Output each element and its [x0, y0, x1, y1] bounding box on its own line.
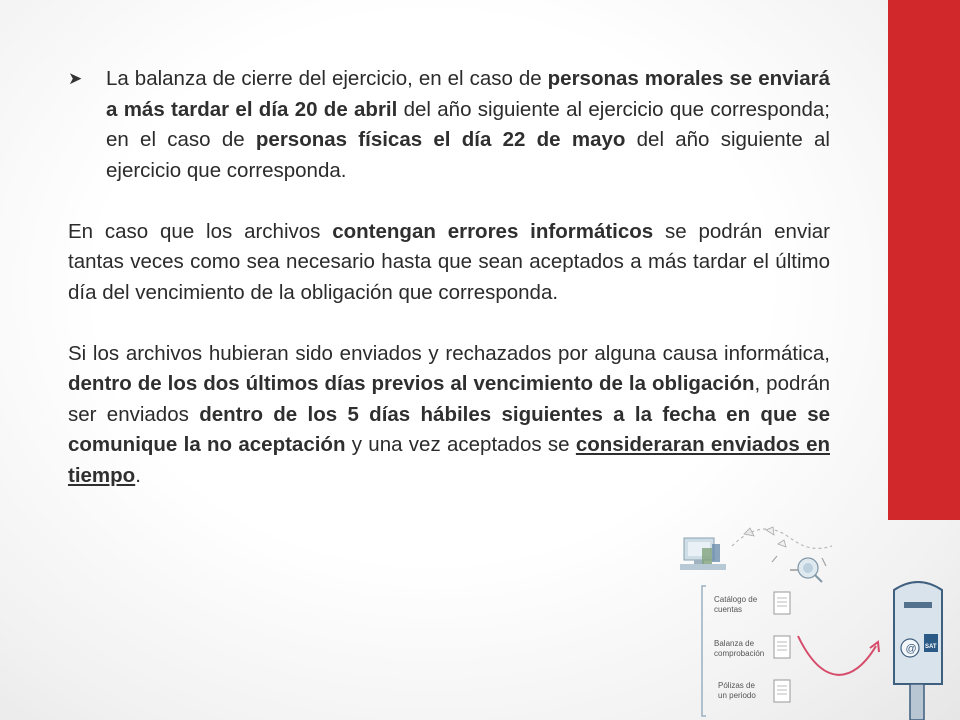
bullet-segment: La balanza de cierre del ejercicio, en el caso de	[106, 67, 548, 90]
flying-paper-icon	[744, 527, 786, 547]
paragraph-segment: y una vez aceptados se	[345, 433, 576, 456]
mailbox-icon	[894, 582, 942, 720]
arrowhead-bullet-icon: ➤	[68, 69, 83, 88]
document-polizas	[718, 680, 790, 702]
bullet-segment: del año siguiente al ejercicio que corresponda.	[106, 128, 830, 182]
doc-label-balanza-1: Balanza de	[714, 639, 755, 648]
paragraph-segment: , podrán ser enviados	[68, 372, 830, 426]
paragraph-segment: .	[135, 463, 141, 487]
paragraph-segment: se podrán enviar tantas veces como sea necesario hasta que sean aceptados a más tardar el último día del vencimiento de la obligación que corresponda.	[68, 219, 830, 304]
bullet-segment-bold: personas físicas el día 22 de mayo	[255, 128, 626, 151]
doc-label-polizas-2: un periodo	[718, 691, 756, 700]
red-accent-bar	[888, 0, 960, 520]
paragraph-segment-bold: dentro de los dos últimos días previos al vencimiento de la obligación	[68, 372, 755, 395]
doc-label-catalogo-1: Catálogo de	[714, 595, 758, 604]
computer-icon	[680, 538, 726, 570]
curved-arrow-icon	[798, 636, 876, 675]
bullet-segment: del año siguiente al ejercicio que corresponda; en el caso de	[106, 97, 831, 151]
underlined-text: consideraran enviados en tiempo	[68, 433, 830, 487]
mailbox-at-symbol: @	[905, 643, 917, 655]
document-catalogo	[714, 592, 790, 614]
slide-content	[68, 64, 830, 491]
paragraph-segment: En caso que los archivos	[68, 219, 333, 243]
paragraph-rechazados	[68, 339, 830, 492]
paragraph-segment: Si los archivos hubieran sido enviados y rechazados por alguna causa informática,	[68, 341, 830, 365]
doc-label-balanza-2: comprobación	[714, 649, 765, 658]
paragraph-errores	[68, 217, 830, 309]
doc-label-polizas-1: Pólizas de	[718, 681, 755, 690]
bullet-segment-bold: personas morales se enviará a más tardar el día 20 de abril	[106, 67, 830, 121]
submission-illustration	[672, 516, 960, 720]
bullet-text	[106, 64, 830, 186]
bullet-item	[68, 64, 830, 186]
mailbox-brand: SAT	[925, 644, 937, 650]
paragraph-segment-bold: contengan errores informáticos	[332, 219, 654, 243]
document-balanza	[714, 636, 790, 658]
doc-label-catalogo-2: cuentas	[714, 605, 743, 614]
magnifier-icon	[790, 558, 822, 582]
paragraph-segment-bold: dentro de los 5 días hábiles siguientes a la fecha en que se comunique la no aceptación	[68, 402, 830, 456]
documents-bracket	[702, 586, 706, 716]
